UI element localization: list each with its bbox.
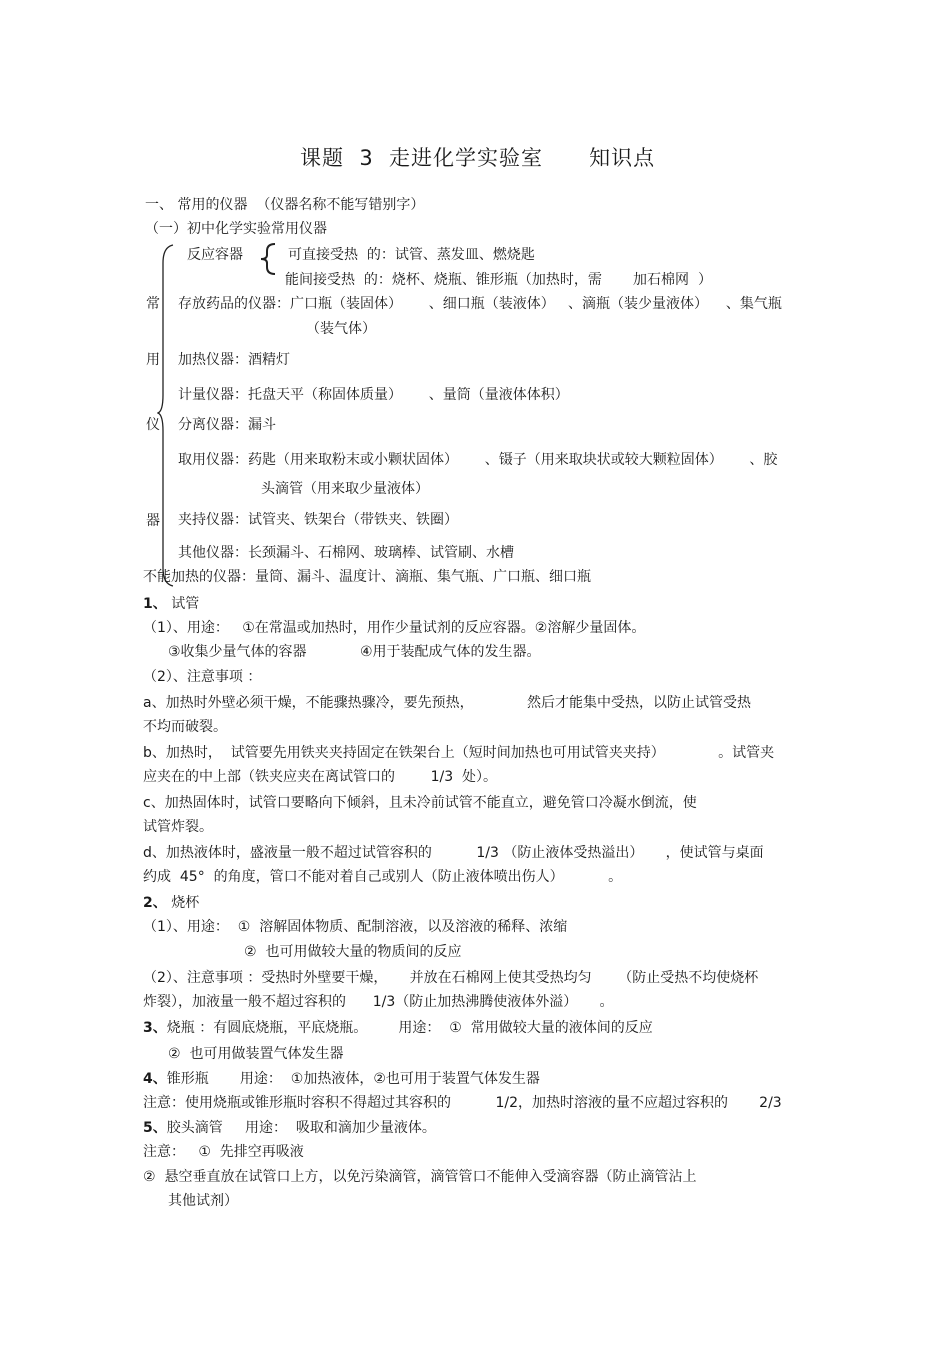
tube-d-2: 约成 45° 的角度，管口不能对着自己或别人（防止液体喷出伤人） 。 (143, 869, 623, 885)
heading-3-text: 烧瓶 ：有圆底烧瓶，平底烧瓶。 用途： ① 常用做较大量的液体间的反应 (166, 1020, 653, 1036)
reaction-indirect: 能间接受热 的：烧杯、烧瓶、锥形瓶（加热时，需 加石棉网 ） (285, 272, 712, 288)
taking-line-1: 取用仪器：药匙（用来取粉末或小颗状固体） 、镊子（用来取块状或较大颗粒固体） 、胶 (178, 452, 778, 468)
heading-4 (143, 1070, 540, 1088)
tube-use-1: （1）、用途： ①在常温或加热时，用作少量试剂的反应容器。②溶解少量固体。 (143, 620, 646, 636)
subsection-heading: （一）初中化学实验常用仪器 (145, 221, 327, 237)
heading-1 (143, 595, 199, 613)
heading-5-number: 5、 (143, 1120, 167, 1136)
reaction-direct: 可直接受热 的：试管、蒸发皿、燃烧匙 (288, 247, 535, 263)
tube-a-2: 不均而破裂。 (143, 719, 227, 735)
tube-use-2: ③收集少量气体的容器 ④用于装配成气体的发生器。 (168, 644, 541, 660)
tube-note: （2）、注意事项 ： (143, 669, 262, 685)
heading-3-number: 3、 (143, 1020, 167, 1036)
heading-2-text: 烧杯 (166, 895, 200, 911)
beaker-note-1: （2）、注意事项 ：受热时外壁要干燥， 并放在石棉网上使其受热均匀 （防止受热不均使烧杯 (143, 970, 759, 986)
dropper-line-2a: ② 悬空垂直放在试管口上方，以免污染滴管，滴管管口不能伸入受滴容器（防止滴管沾上 (143, 1169, 697, 1185)
heading-4-number: 4、 (143, 1071, 167, 1087)
category-brace (157, 243, 177, 588)
section-heading: 一、 常用的仪器 （仪器名称不能写错别字） (145, 197, 425, 213)
measuring-line: 计量仪器：托盘天平（称固体质量） 、量筒（量液体体积） (178, 387, 569, 403)
heading-5-text: 胶头滴管 用途： 吸取和滴加少量液体。 (166, 1120, 436, 1136)
heading-1-number: 1、 (143, 596, 167, 612)
tube-c-1: c、加热固体时，试管口要略向下倾斜，且未冷前试管不能直立，避免管口冷凝水倒流，使 (143, 795, 697, 811)
tube-b-1: b、加热时， 试管要先用铁夹夹持固定在铁架台上（短时间加热也可用试管夹夹持） 。试管夹 (143, 745, 775, 761)
tube-d-1: d、加热液体时，盛液量一般不超过试管容积的 1/3 （防止液体受热溢出） ，使试管与桌面 (143, 845, 764, 861)
storage-line-1: 存放药品的仪器：广口瓶（装固体） 、细口瓶（装液体） 、滴瓶（装少量液体） 、集气瓶 (178, 296, 782, 312)
beaker-use-1: （1）、用途： ① 溶解固体物质、配制溶液，以及溶液的稀释、浓缩 (143, 919, 568, 935)
tube-c-2: 试管炸裂。 (143, 819, 213, 835)
storage-line-2: （装气体） (306, 321, 376, 337)
side-char-3: 仪 (146, 417, 160, 433)
heading-2 (143, 894, 199, 912)
heading-3 (143, 1019, 653, 1037)
side-char-4: 器 (146, 513, 160, 529)
taking-line-2: 头滴管（用来取少量液体） (261, 481, 429, 497)
note-4: 注意：使用烧瓶或锥形瓶时容积不得超过其容积的 1/2，加热时溶液的量不应超过容积的 2/3 (143, 1095, 782, 1111)
heading-2-number: 2、 (143, 895, 167, 911)
heading-4-text: 锥形瓶 用途： ①加热液体，②也可用于装置气体发生器 (166, 1071, 540, 1087)
separating-line: 分离仪器：漏斗 (178, 417, 276, 433)
flask-line-2: ② 也可用做装置气体发生器 (168, 1046, 344, 1062)
dropper-line-2b: 其他试剂） (168, 1193, 238, 1209)
beaker-use-2: ② 也可用做较大量的物质间的反应 (244, 944, 462, 960)
not-heatable-line: 不能加热的仪器：量筒、漏斗、温度计、滴瓶、集气瓶、广口瓶、细口瓶 (143, 569, 591, 585)
reaction-brace (259, 242, 277, 276)
page-title: 课题 3 走进化学实验室 知识点 (300, 146, 656, 170)
tube-b-2: 应夹在的中上部（铁夹应夹在离试管口的 1/3 处）。 (143, 769, 498, 785)
side-char-2: 用 (146, 352, 160, 368)
holding-line: 夹持仪器：试管夹、铁架台（带铁夹、铁圈） (178, 512, 458, 528)
heading-5 (143, 1119, 436, 1137)
side-char-1: 常 (146, 296, 160, 312)
heating-line: 加热仪器：酒精灯 (178, 352, 290, 368)
reaction-label: 反应容器 (187, 247, 243, 263)
beaker-note-2: 炸裂），加液量一般不超过容积的 1/3（防止加热沸腾使液体外溢） 。 (143, 994, 614, 1010)
tube-a-1: a、加热时外壁必须干燥，不能骤热骤冷，要先预热， 然后才能集中受热，以防止试管受热 (143, 695, 751, 711)
dropper-note: 注意： ① 先排空再吸液 (143, 1144, 304, 1160)
other-line: 其他仪器：长颈漏斗、石棉网、玻璃棒、试管刷、水槽 (178, 545, 514, 561)
heading-1-text: 试管 (166, 596, 200, 612)
